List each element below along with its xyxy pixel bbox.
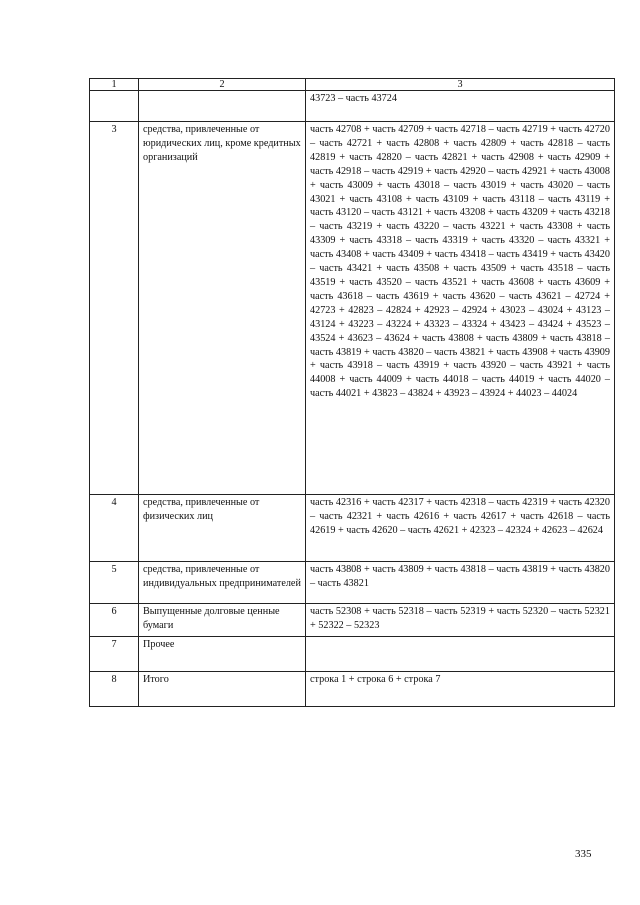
- row-label: средства, привлеченные от юридических лиц, кроме кредитных организаций: [139, 122, 306, 495]
- table-row: [90, 604, 615, 637]
- row-number: 5: [90, 562, 139, 604]
- header-cell: 2: [139, 79, 306, 91]
- header-cell: 3: [306, 79, 615, 91]
- row-label: средства, привлеченные от физических лиц: [139, 495, 306, 562]
- table-row: [90, 91, 615, 122]
- table-row: [90, 637, 615, 672]
- row-number: 4: [90, 495, 139, 562]
- row-number: 7: [90, 637, 139, 672]
- row-formula: строка 1 + строка 6 + строка 7: [306, 672, 615, 707]
- row-formula: 43723 – часть 43724: [306, 91, 615, 122]
- row-formula: [306, 637, 615, 672]
- table-row: [90, 672, 615, 707]
- row-formula: часть 42708 + часть 42709 + часть 42718 – часть 42719 + часть 42720 – часть 42721 + часть 42808 + часть 42809 + часть 42818 – часть 42819 + часть 42820 – часть 42821 + часть 42908 + часть 42909 + часть 42918 – часть 42919 + часть 42920 – часть 42921 + часть 43008 + часть 43009 + часть 43018 – часть 43019 + часть 43020 – часть 43021 + часть 43108 + часть 43109 + часть 43118 – часть 43119 + часть 43120 – часть 43121 + часть 43208 + часть 43209 + часть 43218 – часть 43219 + часть 43220 – часть 43221 + часть 43308 + часть 43309 + часть 43318 – часть 43319 + часть 43320 – часть 43321 + часть 43408 + часть 43409 + часть 43418 – часть 43419 + часть 43420 – часть 43421 + часть 43508 + часть 43509 + часть 43518 – часть 43519 + часть 43520 – часть 43521 + часть 43608 + часть 43609 + часть 43618 – часть 43619 + часть 43620 – часть 43621 – 42724 + 42723 + 42823 – 42824 + 42923 – 42924 + 43023 – 43024 + 43123 – 43124 + 43223 – 43224 + 43323 – 43324 + 43423 – 43424 + 43523 – 43524 + 43623 – 43624 + часть 43808 + часть 43809 + часть 43818 – часть 43819 + часть 43820 – часть 43821 + часть 43908 + часть 43909 + часть 43918 – часть 43919 + часть 43920 – часть 43921 + часть 44008 + часть 44009 + часть 44018 – часть 44019 + часть 44020 – часть 44021 + 43823 – 43824 + 43923 – 43924 + 44023 – 44024: [306, 122, 615, 495]
- row-label: Прочее: [139, 637, 306, 672]
- row-number: 8: [90, 672, 139, 707]
- table-row: [90, 495, 615, 562]
- row-number: [90, 91, 139, 122]
- row-formula: часть 52308 + часть 52318 – часть 52319 + часть 52320 – часть 52321 + 52322 – 52323: [306, 604, 615, 637]
- table-row: [90, 562, 615, 604]
- row-label: Итого: [139, 672, 306, 707]
- row-formula: часть 42316 + часть 42317 + часть 42318 – часть 42319 + часть 42320 – часть 42321 + часть 42616 + часть 42617 + часть 42618 – часть 42619 + часть 42620 – часть 42621 + 42323 – 42324 + 42623 – 42624: [306, 495, 615, 562]
- row-number: 6: [90, 604, 139, 637]
- page-number: 335: [575, 848, 592, 860]
- header-row: [90, 79, 615, 91]
- row-formula: часть 43808 + часть 43809 + часть 43818 – часть 43819 + часть 43820 – часть 43821: [306, 562, 615, 604]
- table-row: [90, 122, 615, 495]
- row-number: 3: [90, 122, 139, 495]
- row-label: [139, 91, 306, 122]
- data-table: [89, 78, 615, 707]
- row-label: Выпущенные долговые ценные бумаги: [139, 604, 306, 637]
- header-cell: 1: [90, 79, 139, 91]
- row-label: средства, привлеченные от индивидуальных предпринимателей: [139, 562, 306, 604]
